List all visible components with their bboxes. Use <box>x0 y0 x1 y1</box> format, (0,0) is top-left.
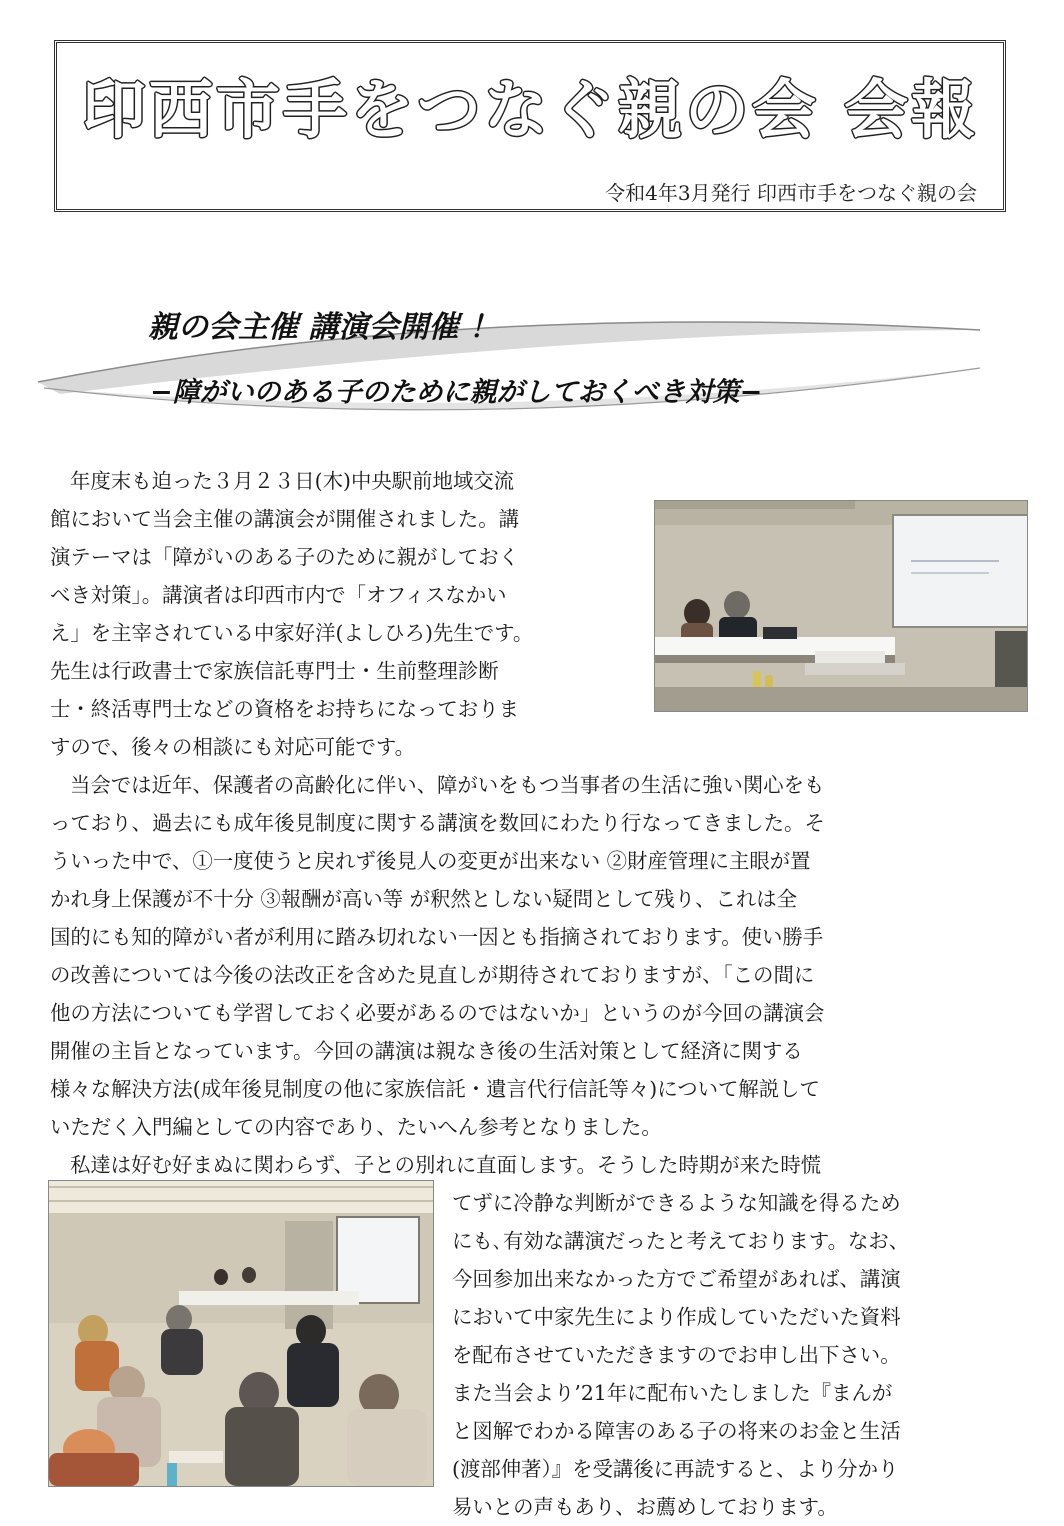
issue-date: 令和4年3月発行 印西市手をつなぐ親の会 <box>605 181 977 205</box>
lecture-photo-audience <box>48 1180 434 1487</box>
article-line: 易いとの声もあり、お薦めしております。 <box>452 1495 838 1519</box>
article-line: を配布させていただきますのでお申し出下さい。 <box>452 1343 901 1367</box>
article-line: っており、過去にも成年後見制度に関する講演を数回にわたり行なってきました。そ <box>50 811 825 835</box>
article-body-block-2 <box>452 1184 1012 1526</box>
article-line: かれ身上保護が不十分 ③報酬が高い等 が釈然としない疑問として残り、これは全 <box>50 887 798 911</box>
article-line: 様々な解決方法(成年後見制度の他に家族信託・遺言代行信託等々)について解説して <box>50 1077 820 1101</box>
article-line: ういった中で、①一度使うと戻れず後見人の変更が出来ない ②財産管理に主眼が置 <box>50 849 811 873</box>
article-line: 館において当会主催の講演会が開催されました。講 <box>50 507 519 531</box>
article-line: にも､有効な講演だったと考えております。なお、 <box>452 1229 910 1253</box>
article-body-block-1 <box>50 462 1010 1184</box>
article-line: いただく入門編としての内容であり、たいへん参考となりました。 <box>50 1115 662 1139</box>
article-line: 開催の主旨となっています。今回の講演は親なき後の生活対策として経済に関する <box>50 1039 803 1063</box>
article-line: 今回参加出来なかった方でご希望があれば、講演 <box>452 1267 901 1291</box>
article-line: において中家先生により作成していただいた資料 <box>452 1305 901 1329</box>
article-line: べき対策」。講演者は印西市内で「オフィスなかい <box>50 583 507 607</box>
article-line: 私達は好む好まぬに関わらず、子との別れに直面します。そうした時期が来た時慌 <box>70 1153 822 1177</box>
article-line: 他の方法についても学習しておく必要があるのではないか」というのが今回の講演会 <box>50 1001 825 1025</box>
article-line: え」を主宰されている中家好洋(よしひろ)先生です。 <box>50 621 534 645</box>
article-line: と図解でわかる障害のある子の将来のお金と生活 <box>452 1419 901 1443</box>
article-line: の改善については今後の法改正を含めた見直しが期待されておりますが、「この間に <box>50 963 815 987</box>
article-line: また当会より’21年に配布いたしました『まんが <box>452 1381 893 1405</box>
article-line: 当会では近年、保護者の高齢化に伴い、障がいをもつ当事者の生活に強い関心をも <box>70 773 825 797</box>
article-line: すので、後々の相談にも対応可能です。 <box>50 735 415 759</box>
article-headline: 親の会主催 講演会開催 ！ <box>148 310 499 345</box>
article-line: てずに冷静な判断ができるような知識を得るため <box>452 1191 901 1215</box>
article-line: 年度末も迫った３月２３日(木)中央駅前地域交流 <box>70 469 515 493</box>
article-subhead: −障がいのある子のために親がしておくべき対策− <box>150 377 763 408</box>
masthead <box>54 40 1006 212</box>
article-line: 先生は行政書士で家族信託専門士・生前整理診断 <box>50 659 499 683</box>
article-line: 演テーマは「障がいのある子のために親がしておく <box>50 545 519 569</box>
article-line: 国的にも知的障がい者が利用に踏み切れない一因とも指摘されております。使い勝手 <box>50 925 824 949</box>
newsletter-title: 印西市手をつなぐ親の会 会報 <box>81 74 979 148</box>
article-line: 士・終活専門士などの資格をお持ちになっておりま <box>50 697 519 721</box>
article-line: (渡部伸著）』を受講後に再読すると、より分かり <box>452 1457 899 1481</box>
